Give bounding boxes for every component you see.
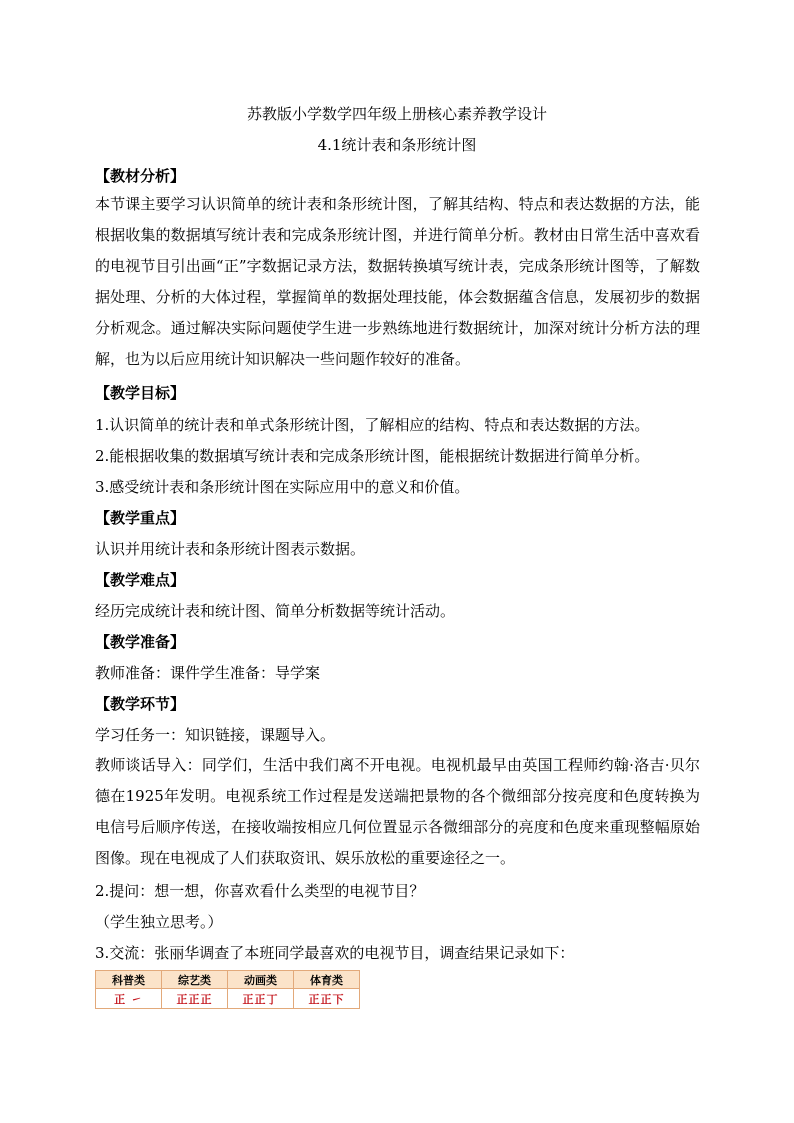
key-points-text: 认识并用统计表和条形统计图表示数据。 [95,540,366,558]
analysis-paragraph: 本节课主要学习认识简单的统计表和条形统计图，了解其结构、特点和表达数据的方法，能根据收集的数据填写统计表和完成条形统计图，并进行简单分析。教材由日常生活中喜欢看的电视节目引出画“正”字数据记录方法，数据转换填写统计表，完成条形统计图等，了解数据处理、分析的大体过程，掌握简单的数据处理技能，体会数据蕴含信息，发展初步的数据分析观念。通过解决实际问题使学生进一步熟练地进行数据统计，加深对统计分析方法的理解，也为以后应用统计知识解决一些问题作较好的准备。 [95,195,700,368]
question-text: 2.提问：想一想，你喜欢看什么类型的电视节目？ [95,882,425,900]
tally-header-row [96,971,360,989]
tally-header-cell: 动画类 [228,971,294,989]
difficulties-text: 经历完成统计表和统计图、简单分析数据等统计活动。 [95,602,456,620]
exchange-text: 3.交流：张丽华调查了本班同学最喜欢的电视节目，调查结果记录如下： [95,944,575,962]
task-text: 学习任务一：知识链接，课题导入。 [95,726,336,744]
tally-table [95,970,360,1009]
think-text: （学生独立思考。） [95,913,223,931]
section-heading-analysis: 【教材分析】 [95,167,186,185]
tally-mark-cell: 正 ㇀ [96,989,162,1009]
tally-mark-cell: 正正丁 [228,989,294,1009]
section-heading-key-points: 【教学重点】 [95,509,186,527]
intro-paragraph: 教师谈话导入：同学们，生活中我们离不开电视。电视机最早由英国工程师约翰·洛吉·贝尔德在1925年发明。电视系统工作过程是发送端把景物的各个微细部分按亮度和色度转换为电信号后顺序传送，在接收端按相应几何位置显示各微细部分的亮度和色度来重现整幅原始图像。现在电视成了人们获取资讯、娱乐放松的重要途径之一。 [95,756,700,867]
document-subtitle: 4.1统计表和条形统计图 [317,136,477,154]
section-heading-process: 【教学环节】 [95,695,186,713]
tally-marks-row [96,989,360,1009]
section-heading-goals: 【教学目标】 [95,384,186,402]
document-title: 苏教版小学数学四年级上册核心素养教学设计 [246,105,547,123]
tally-mark-cell: 正正下 [294,989,360,1009]
goal-item: 3.感受统计表和条形统计图在实际应用中的意义和价值。 [95,478,470,496]
tally-header-cell: 体育类 [294,971,360,989]
section-heading-difficulties: 【教学难点】 [95,571,186,589]
preparation-text: 教师准备：课件学生准备：导学案 [95,664,321,682]
tally-header-cell: 科普类 [96,971,162,989]
section-heading-preparation: 【教学准备】 [95,633,186,651]
tally-mark-cell: 正正正 [162,989,228,1009]
tally-header-cell: 综艺类 [162,971,228,989]
goal-item: 2.能根据收集的数据填写统计表和完成条形统计图，能根据统计数据进行简单分析。 [95,447,650,465]
goal-item: 1.认识简单的统计表和单式条形统计图，了解相应的结构、特点和表达数据的方法。 [95,416,650,434]
